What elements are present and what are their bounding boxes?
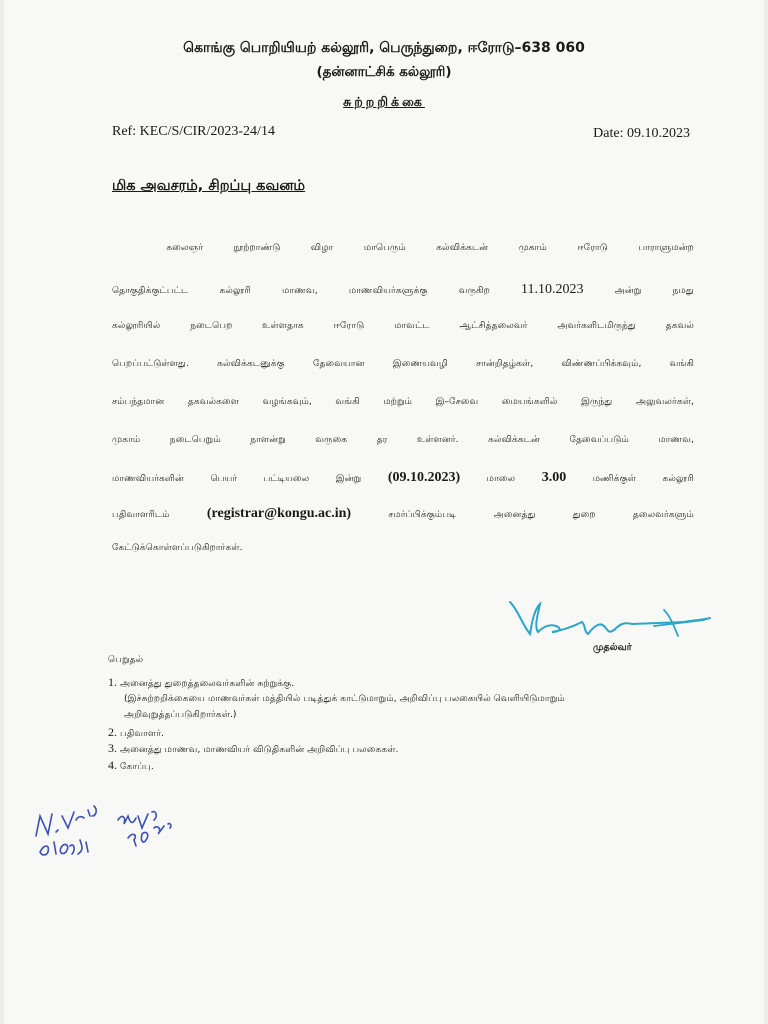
body-word: தேவையான — [313, 358, 365, 369]
body-word: மாபெரும் — [363, 242, 406, 253]
body-word: முகாம் — [518, 242, 547, 253]
letterhead — [4, 40, 764, 111]
recipients-label: பெறுதல் — [108, 654, 144, 665]
body-word: விண்ணப்பிக்கவும், — [561, 358, 642, 369]
body-word: வழங்கவும், — [262, 396, 312, 407]
body-word: அலுவலர்கள், — [635, 396, 694, 407]
body-word: மணிக்குள் — [592, 473, 637, 484]
body-word: பெயர் — [210, 473, 238, 484]
body-word: பாராளுமன்ற — [638, 242, 694, 253]
body-word: வங்கி — [335, 396, 360, 407]
body-word: (09.10.2023) — [387, 470, 461, 485]
handwritten-initials — [32, 776, 202, 871]
body-word: மாணவியர்களுக்கு — [348, 285, 428, 296]
body-word: கேட்டுக்கொள்ளப்படுகிறார்கள். — [112, 542, 243, 553]
body-word: இருந்து — [581, 396, 613, 407]
body-word: சம்பந்தமான — [112, 396, 165, 407]
body-word: அவர்களிடமிருந்து — [557, 320, 636, 331]
body-word: தகவல்களை — [187, 396, 240, 407]
body-word: வருகிற — [458, 285, 490, 296]
body-word: துறை — [572, 509, 596, 520]
body-word: ஆட்சித்தலைவர் — [459, 320, 528, 331]
body-word: கல்விக்கடன் — [488, 434, 541, 445]
body-word: மாவட்ட — [394, 320, 430, 331]
body-word: வருகை — [315, 434, 348, 445]
recipient-item: 4. கோப்பு. — [108, 757, 154, 772]
body-word: இ–சேவை — [435, 396, 479, 407]
body-word: தேவைப்படும் — [569, 434, 629, 445]
body-word: முகாம் — [112, 434, 141, 445]
body-word: மற்றும் — [383, 396, 413, 407]
body-word: (registrar@kongu.ac.in) — [206, 506, 352, 521]
body-word: சமர்ப்பிக்கும்படி — [388, 509, 457, 520]
college-name: கொங்கு பொறியியற் கல்லூரி, பெருந்துறை, ஈரோடு–638 060 — [183, 40, 585, 56]
body-word: நடைபெறும் — [169, 434, 221, 445]
body-word: உள்ளனர். — [417, 434, 459, 445]
body-word: விழா — [310, 242, 334, 253]
body-line-2 — [112, 282, 694, 298]
body-word: நடைபெற — [190, 320, 233, 331]
recipient-item-note: அறிவுறுத்தப்படுகிறார்கள்.) — [124, 709, 237, 720]
body-word: பதிவாளரிடம் — [112, 509, 170, 520]
signatory-title: முதல்வர் — [593, 642, 632, 653]
body-word: தலைவர்களும் — [632, 509, 694, 520]
body-word: ஈரோடு — [333, 320, 365, 331]
body-word: ஈரோடு — [577, 242, 608, 253]
body-line-5 — [112, 396, 694, 408]
body-word: தர — [376, 434, 388, 445]
body-line-7 — [112, 470, 694, 486]
body-line-8 — [112, 506, 694, 522]
principal-signature — [504, 596, 714, 647]
recipient-item: 2. பதிவாளர். — [108, 724, 164, 739]
body-word: மாலை — [486, 473, 516, 484]
body-word: கலைஞர் — [166, 242, 204, 253]
body-line-3 — [112, 320, 694, 332]
recipient-item: 1. அனைத்து துறைத்தலைவர்களின் சுற்றுக்கு. — [108, 675, 295, 689]
body-line-1 — [112, 242, 694, 254]
reference-number: Ref: KEC/S/CIR/2023-24/14 — [112, 124, 275, 139]
body-word: மையங்களில் — [501, 396, 558, 407]
body-word: உள்ளதாக — [262, 320, 304, 331]
body-word: மாணவியர்களின் — [112, 473, 184, 484]
circular-date: Date: 09.10.2023 — [593, 126, 690, 141]
body-word: அன்று — [614, 285, 642, 296]
body-line-9 — [112, 542, 694, 554]
body-word: நாளன்று — [250, 434, 286, 445]
body-word: அனைத்து — [493, 509, 536, 520]
body-word: மாணவ, — [658, 434, 694, 445]
circular-title: சுற்றறிக்கை — [343, 94, 425, 109]
document-page — [4, 0, 764, 1024]
body-word: நமது — [672, 285, 694, 296]
body-word: தகவல் — [665, 320, 694, 331]
body-word: கல்விக்கடனுக்கு — [217, 358, 285, 369]
body-word: பெறப்பட்டுள்ளது. — [112, 358, 189, 369]
body-word: கல்லூரி — [219, 285, 251, 296]
recipient-item: 3. அனைத்து மாணவ, மாணவியர் விடுதிகளின் அறிவிப்பு பலகைகள். — [108, 741, 399, 755]
body-line-4 — [112, 358, 694, 370]
body-word: மாணவ, — [282, 285, 318, 296]
body-word: தொகுதிக்குட்பட்ட — [112, 285, 189, 296]
body-word: நூற்றாண்டு — [233, 242, 281, 253]
body-word: கல்லூரி — [662, 473, 694, 484]
body-word: பட்டியலை — [263, 473, 310, 484]
body-word: இன்று — [335, 473, 362, 484]
body-word: 11.10.2023 — [521, 282, 584, 297]
body-line-6 — [112, 434, 694, 446]
body-word: வங்கி — [669, 358, 694, 369]
recipient-item-note: (இச்சுற்றறிக்கையை மாணவர்கள் மத்தியில் படித்துக் காட்டுமாறும், அறிவிப்பு பலகையில் வெளியிடுமாறும் — [124, 692, 565, 704]
autonomous-status: (தன்னாட்சிக் கல்லூரி) — [316, 64, 452, 80]
recipients-list — [108, 654, 565, 773]
body-word: கல்விக்கடன் — [436, 242, 489, 253]
subject-heading: மிக அவசரம், சிறப்பு கவனம் — [112, 178, 306, 194]
body-word: 3.00 — [541, 470, 567, 485]
body-word: கல்லூரியில் — [112, 320, 161, 331]
body-word: இணையவழி — [392, 358, 448, 369]
body-word: சான்றிதழ்கள், — [476, 358, 534, 369]
